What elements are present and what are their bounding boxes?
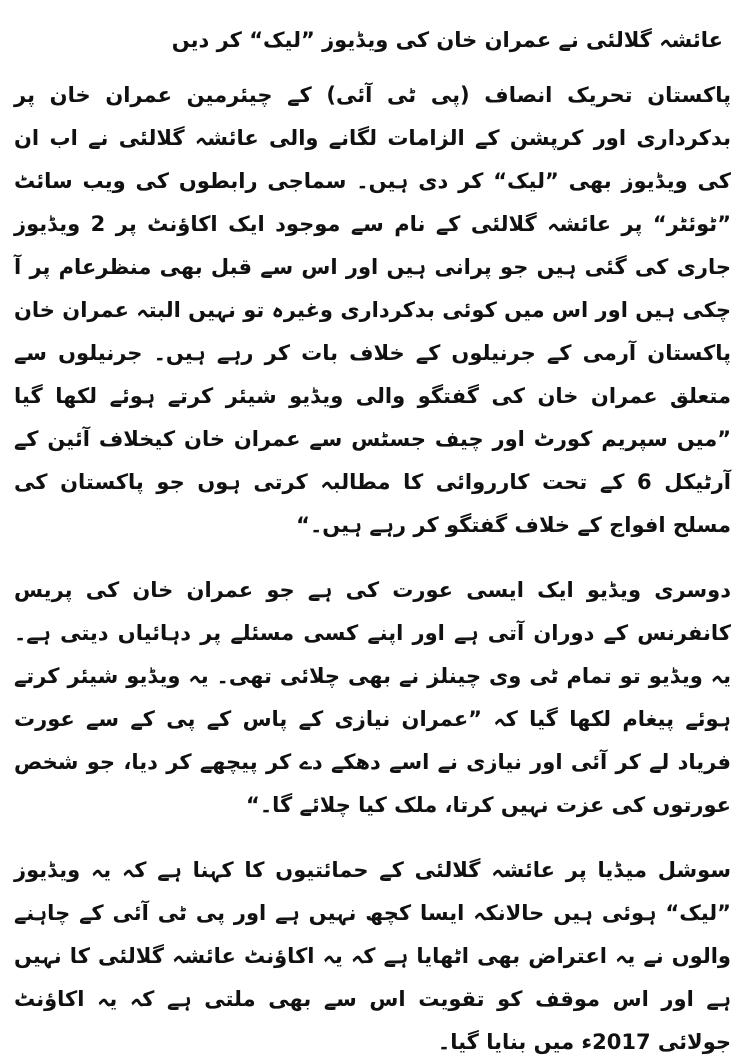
paragraph-3: سوشل میڈیا پر عائشہ گلالئی کے حمائتیوں کا کہنا ہے کہ یہ ویڈیوز ”لیک“ ہوئی ہیں حالانکہ ایسا کچھ نہیں ہے اور پی ٹی آئی کے چاہنے والوں نے یہ اعتراض بھی اٹھایا ہے کہ یہ اکاؤنٹ عائشہ گلالئی کا نہیں ہے اور اس موقف کو تقویت اس سے بھی ملتی ہے کہ یہ اکاؤنٹ جولائی 2017ء میں بنایا گیا۔ xyxy=(14,858,731,1054)
paragraph-2: دوسری ویڈیو ایک ایسی عورت کی ہے جو عمران خان کی پریس کانفرنس کے دوران آتی ہے اور اپنے کسی مسئلے پر دہائیاں دیتی ہے۔ یہ ویڈیو تو تمام ٹی وی چینلز نے بھی چلائی تھی۔ یہ ویڈیو شیئر کرتے ہوئے پیغام لکھا گیا کہ ”عمران نیازی کے پاس کے پی کے سے عورت فریاد لے کر آئی اور نیازی نے اسے دھکے دے کر پیچھے کر دیا، جو شخص عورتوں کی عزت نہیں کرتا، ملک کیا چلائے گا۔“ xyxy=(14,578,731,817)
headline: عائشہ گلالئی نے عمران خان کی ویڈیوز ”لیک“ کر دیں xyxy=(171,28,723,52)
paragraph-1: پاکستان تحریک انصاف (پی ٹی آئی) کے چیئرمین عمران خان پر بدکرداری اور کرپشن کے الزامات لگانے والی عائشہ گلالئی نے اب ان کی ویڈیوز بھی ”لیک“ کر دی ہیں۔ سماجی رابطوں کی ویب سائٹ ”ٹوئٹر“ پر عائشہ گلالئی کے نام سے موجود ایک اکاؤنٹ پر 2 ویڈیوز جاری کی گئی ہیں جو پرانی ہیں اور اس سے قبل بھی منظرعام پر آ چکی ہیں اور اس میں کوئی بدکرداری وغیرہ تو نہیں البتہ عمران خان پاکستان آرمی کے جرنیلوں کے خلاف بات کر رہے ہیں۔ جرنیلوں سے متعلق عمران خان کی گفتگو والی ویڈیو شیئر کرتے ہوئے لکھا گیا ”میں سپریم کورٹ اور چیف جسٹس سے عمران خان کیخلاف آئین کے آرٹیکل 6 کے تحت کارروائی کا مطالبہ کرتی ہوں جو پاکستان کی مسلح افواج کے خلاف گفتگو کر رہے ہیں۔“ xyxy=(14,83,731,537)
